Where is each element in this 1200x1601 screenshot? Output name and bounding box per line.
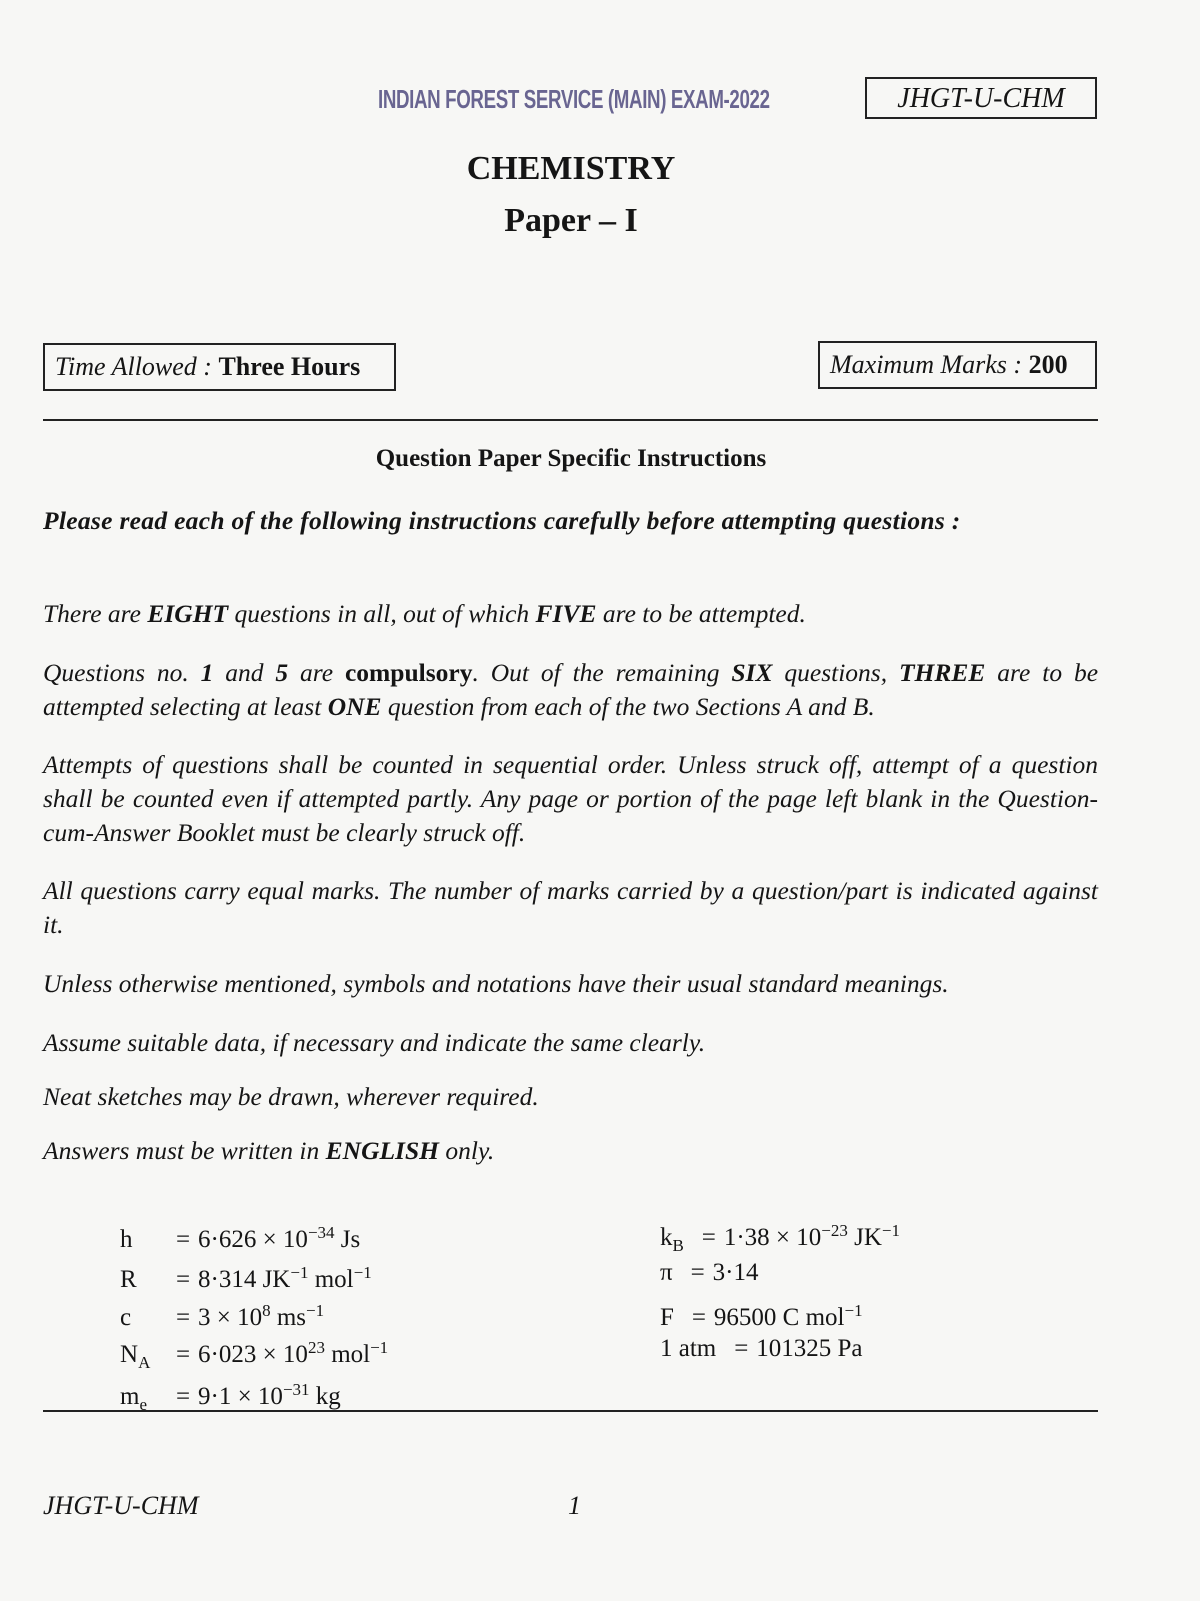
instruction-3: Attempts of questions shall be counted in sequential order. Unless struck off, attempt of a question shall be counted even if attempted partly. Any page or portion of the page left blank in the Question-cum-Answer Booklet must be clearly struck off. xyxy=(43,750,1098,847)
time-value: Three Hours xyxy=(218,352,361,381)
instruction-1: There are EIGHT questions in all, out of which FIVE are to be attempted. xyxy=(43,599,806,628)
constant-pi: π = 3·14 xyxy=(660,1259,759,1286)
constant-h: $h = 6\cdot 626 \times 10^{-34}$ Js xyxy=(120,1223,361,1253)
constant-kB: $k_B = 1\cdot 38 \times 10^{-23}$ $JK^{-1}$ xyxy=(660,1221,901,1255)
top-divider xyxy=(43,419,1098,421)
instruction-5: Unless otherwise mentioned, symbols and notations have their usual standard meanings. xyxy=(43,969,949,998)
constant-R: R = 8·314 $JK^{-1}$ mol$^{-1}$ xyxy=(120,1263,372,1293)
constant-F: F = 96500 C mol$^{-1}$ xyxy=(660,1301,863,1331)
paper-code-box: JHGT-U-CHM xyxy=(865,77,1097,119)
maximum-marks-box xyxy=(818,341,1097,389)
constant-NA: $N_A = 6\cdot 023 \times 10^{23}$ mol$^{-1}$ xyxy=(120,1338,389,1372)
subject-title: CHEMISTRY xyxy=(466,150,676,187)
instruction-2: Questions no. 1 and 5 are compulsory. Out of the remaining SIX questions, THREE are to be attempted selecting at least ONE question from each of the two Sections A and B. xyxy=(43,658,1099,721)
instructions-lead: Please read each of the following instructions carefully before attempting questions : xyxy=(43,506,961,535)
time-allowed-box xyxy=(43,343,396,391)
constant-me: $m_e = 9\cdot 1 \times 10^{-31}$ kg xyxy=(120,1380,341,1414)
page-number: 1 xyxy=(568,1491,581,1520)
time-label: Time Allowed : xyxy=(55,352,219,381)
marks-value: 200 xyxy=(1028,350,1068,379)
constant-atm: 1 atm = 101325 Pa xyxy=(660,1335,863,1362)
bottom-divider xyxy=(43,1410,1098,1412)
instruction-8: Answers must be written in ENGLISH only. xyxy=(43,1136,495,1165)
constant-c: $c = 3 \times 10^8$ $ms^{-1}$ xyxy=(120,1301,325,1331)
marks-label: Maximum Marks : xyxy=(830,350,1029,379)
instructions-heading: Question Paper Specific Instructions xyxy=(375,445,767,472)
exam-stamp: INDIAN FOREST SERVICE (MAIN) EXAM-2022 xyxy=(378,84,770,114)
instruction-6: Assume suitable data, if necessary and indicate the same clearly. xyxy=(43,1028,706,1057)
paper-title: Paper – I xyxy=(504,202,638,239)
instruction-7: Neat sketches may be drawn, wherever required. xyxy=(43,1082,539,1111)
footer-paper-code: JHGT-U-CHM xyxy=(43,1491,199,1520)
instruction-4: All questions carry equal marks. The number of marks carried by a question/part is indicated against it. xyxy=(43,876,1098,939)
